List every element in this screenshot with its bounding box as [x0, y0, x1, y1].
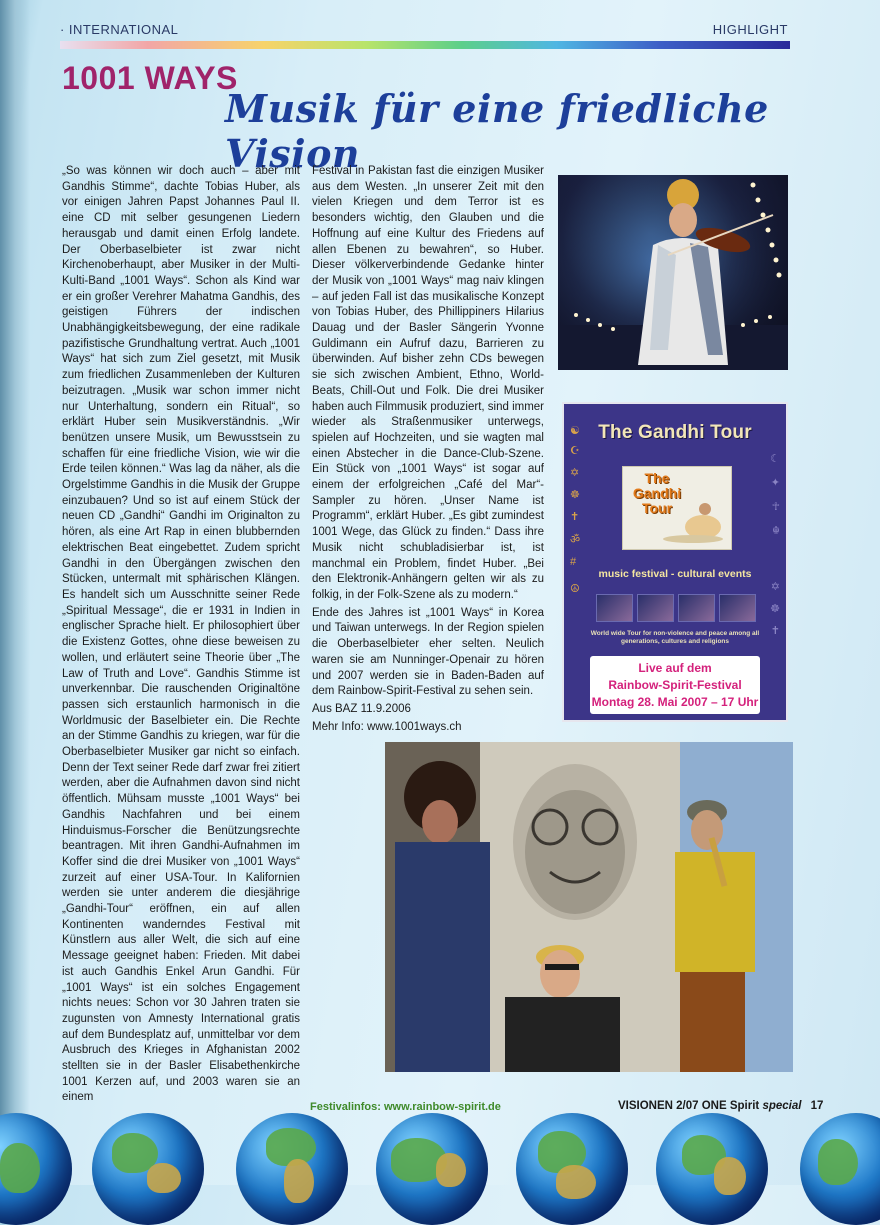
band-gandhi-photo	[385, 742, 793, 1072]
symbol-icon: ☪	[570, 445, 580, 457]
globe-icon	[376, 1113, 488, 1225]
section-label: · INTERNATIONAL	[60, 22, 178, 37]
symbol-icon: ॐ	[570, 534, 581, 546]
globe-icon	[0, 1113, 72, 1225]
flyer-thumbnails	[596, 594, 756, 622]
event-line: Rainbow-Spirit-Festival	[608, 678, 742, 692]
page-spine-shadow	[0, 0, 30, 1185]
globe-icon	[92, 1113, 204, 1225]
gandhi-figure-icon	[623, 467, 731, 549]
category-label: HIGHLIGHT	[712, 22, 788, 37]
event-line: Montag 28. Mai 2007 – 17 Uhr	[591, 695, 759, 709]
magazine-name: VISIONEN 2/07 ONE Spirit	[618, 1100, 760, 1112]
event-line: Live auf dem	[638, 661, 712, 675]
globe-icon	[236, 1113, 348, 1225]
gandhi-tour-logo	[622, 466, 732, 550]
symbol-icon: ✦	[770, 477, 780, 489]
more-info-link[interactable]: Mehr Info: www.1001ways.ch	[312, 720, 462, 733]
event-info-box	[590, 656, 760, 714]
symbol-icon: ☬	[772, 525, 780, 537]
rainbow-divider	[60, 41, 790, 49]
symbol-icon: #	[570, 556, 577, 568]
article-headline: 1001 WAYS	[62, 60, 238, 96]
gandhi-tour-flyer	[562, 402, 788, 722]
source-credit: Aus BAZ 11.9.2006	[312, 702, 411, 715]
logo-text: The Gandhi Tour	[632, 470, 682, 516]
event-thumbnail	[678, 594, 715, 622]
symbol-icon: ☸	[770, 603, 780, 615]
symbol-icon: ☯	[570, 425, 580, 437]
globe-icon	[800, 1113, 880, 1225]
article-column-2	[312, 164, 544, 737]
violinist-illustration	[558, 175, 788, 370]
paragraph: „So was können wir doch auch – aber mit Gandhis Stimme“, dachte Tobias Huber, als vor einigen Jahren Papst Johannes Paul II. eine CD mit selber gesungenen Liedern herausgab und damit einen Erfolg landete. Der Oberbaselbieter ist zwar nicht Kirchenoberhaupt, aber Musiker in der Multi-Kulti-Band „1001 Ways“. Schon als Kind war er ein großer Verehrer Mahatma Gandhis, des geistigen Führers der indischen Unabhängigkeitsbewegung, der eine radikale pazifistische Grundhaltung vertrat. Auch „1001 Ways“ hat sich zum Ziel gesetzt, mit Musik zum friedlichen Zusammenleben der Kulturen beizutragen. „Musik war schon immer nicht nur Unterhaltung, sondern ein Ritual“, so erklärt Huber sein Musikverständnis. „Wir benützen unsere Musik, um Bewusstsein zu schaffen für eine friedliche Vision, wie wir die Erde teilen können.“ Was lag da näher, als die Orgelstimme Gandhis in die Musik der Gruppe einzubauen? Und so ist auf einem Stück der neuen CD „Gandhi“ Gandhi im Originalton zu hören, als eine Art Rap in einen blubbernden elektrischen Beat eingebettet. Zudem spricht Gandhi in den Übergängen zwischen den Stücken, untermalt mit sphärischen Klängen. Es handelt sich um Ausschnitte seiner Rede „Spiritual Message“, die er 1931 in Indien in englischer Sprache hielt. Er philosophiert über die Existenz Gottes, ohne diese beweisen zu wollen, und erläutert seine Theorie über „The Law of Truth and Love“. Gandhis Stimme ist unverkennbar. Die rauschenden Originaltöne passen sich erstaunlich harmonisch in die Worldmusic der Baselbieter ein. Die Rechte an der Stimme Gandhis zu kriegen, war für die Oberbaselbieter Musiker gar nicht so einfach. Denn der Text seiner Rede darf zwar frei zitiert werden, aber die Aufnahmen davon sind nicht öffentlich. Mühsam musste „1001 Ways“ bei Gandhis Nachfahren und bei einem Hinduismus-Forscher die Benützungsrechte beantragen. Mit ihren Gandhi-Aufnahmen im Koffer sind die drei Musiker von „1001 Ways“ zurzeit auf einer USA-Tour. In Kalifornien werden sie unter anderem die diesjährige „Gandhi-Tour“ eröffnen, ein auf allen Kontinenten wanderndes Festival mit Künstlern aus aller Welt, die sich auf eine Message geeignet haben: Frieden. Mit dabei ist auch Gandhis Enkel Arun Gandhi. Für „1001 Ways“ ist ein solches Engagement nichts neues: Schon vor 30 Jahren traten sie zugunsten von Amnesty International gratis auf dem Bundesplatz auf, unmittelbar vor dem Ausbruch des Krieges in Afghanistan 2002 stellten sie in der Basler Elisabethenkirche 1001 Kerzen auf, und 2003 waren sie an einem	[62, 165, 300, 1104]
festival-info-link[interactable]: Festivalinfos: www.rainbow-spirit.de	[310, 1101, 501, 1113]
band-illustration	[385, 742, 793, 1072]
magazine-special: special	[762, 1100, 802, 1112]
event-thumbnail	[719, 594, 756, 622]
page-number: 17	[810, 1100, 824, 1112]
event-thumbnail	[596, 594, 633, 622]
event-thumbnail	[637, 594, 674, 622]
symbol-icon: ✡	[770, 581, 780, 593]
globe-icon	[516, 1113, 628, 1225]
symbol-icon: ✡	[570, 467, 580, 479]
flyer-tagline: World wide Tour for non-violence and peace among all generations, cultures and religions	[590, 630, 760, 645]
flyer-title: The Gandhi Tour	[598, 422, 752, 443]
globe-icon	[656, 1113, 768, 1225]
violinist-photo	[558, 175, 788, 370]
article-column-1	[62, 164, 300, 1108]
symbol-icon: ☥	[771, 501, 780, 513]
article-subtitle: Musik für eine friedliche Vision	[225, 86, 769, 176]
symbol-icon: ☾	[770, 453, 780, 465]
symbol-icon: ✝	[770, 625, 780, 637]
symbol-icon: ✝	[570, 511, 580, 523]
flyer-subtitle: music festival - cultural events	[598, 568, 752, 580]
paragraph: Ende des Jahres ist „1001 Ways“ in Korea und Taiwan unterwegs. In der Region spielen die Oberbaselbieter eher selten. Neulich waren sie am Nunninger-Openair zu hören und 2007 werden sie in Baden-Baden auf dem Rainbow-Spirit-Festival zu sehen sein.	[312, 606, 544, 698]
paragraph: Festival in Pakistan fast die einzigen Musiker aus dem Westen. „In unserer Zeit mit den vielen Kriegen und dem Terror ist es besonders wichtig, den Glauben und die Hoffnung auf eine Kultur des Friedens auf allen Ebenen zu bewahren“, so Huber. Dieser völkerverbindende Gedanke hinter der Musik von „1001 Ways“ mag naiv klingen – auf jeden Fall ist das musikalische Konzept von Tobias Huber, des Phillippiners Hilarius Dauag und der Basler Sängerin Yvonne Guldimann ein Aufruf dazu, Barrieren zu überwinden. Auf bisher zehn CDs bewegen sie sich zwischen Ambient, Ethno, World-Beats, Chill-Out und Folk. Die drei Musiker haben auch Filmmusik produziert, sind immer wieder als Straßenmusiker unterwegs, spielen auf Hochzeiten, und sie wagten mal einen Abstecher in die Dance-Club-Szene. Ein Stück von „1001 Ways“ ist sogar auf einem der erfolgreichen „Café del Mar“-Sampler zu hören. „Unser Name ist Programm“, erklärt Huber. „Es gibt zumindest 1001 Wege, das Glück zu finden.“ Dass ihre Musik nicht schubladisierbar ist, ist manchmal ein Problem, findet Huber. „Bei den Elektronik-Anhängern gelten wir als zu folkig, in der Folk-Szene als zu modern.“	[312, 165, 545, 601]
symbol-icon: ☮	[570, 583, 580, 595]
magazine-footer	[618, 1100, 823, 1112]
symbol-icon: ☸	[570, 489, 580, 501]
